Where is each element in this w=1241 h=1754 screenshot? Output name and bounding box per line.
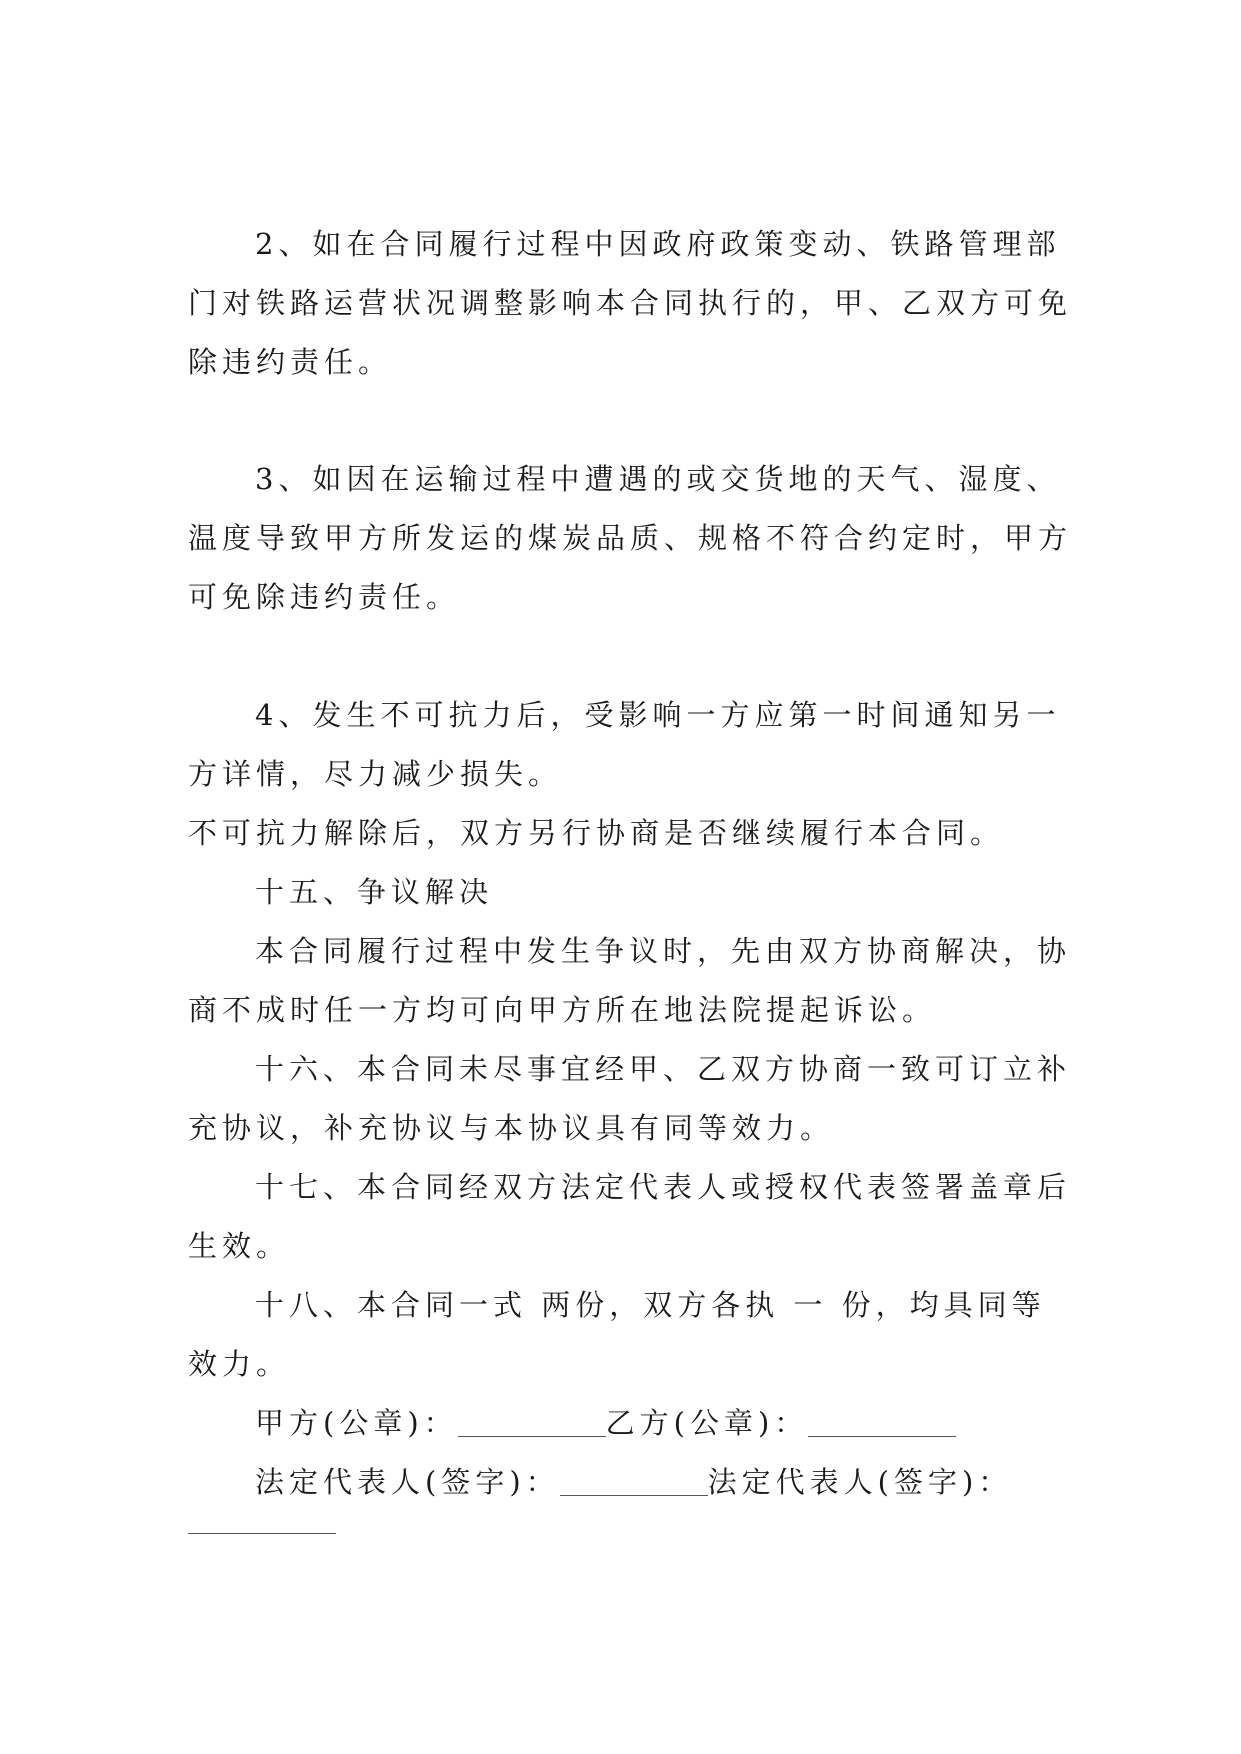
section-16-line-1: 十六、本合同未尽事宜经甲、乙双方协商一致可订立补: [255, 1052, 1072, 1086]
clause-3-line-2: 温度导致甲方所发运的煤炭品质、规格不符合约定时，甲方: [188, 521, 1073, 555]
section-18-line-2: 效力。: [188, 1347, 291, 1381]
section-15-line-2: 商不成时任一方均可向甲方所在地法院提起诉讼。: [188, 993, 937, 1027]
section-16-line-2: 充协议，补充协议与本协议具有同等效力。: [188, 1111, 835, 1145]
clause-4-line-1: 4、发生不可抗力后，受影响一方应第一时间通知另一: [255, 698, 1061, 732]
clause-4-line-3: 不可抗力解除后，双方另行协商是否继续履行本合同。: [188, 816, 1005, 850]
clause-2-line-1: 2、如在合同履行过程中因政府政策变动、铁路管理部: [255, 227, 1061, 261]
section-15-heading: 十五、争议解决: [255, 875, 494, 909]
party-b-seal-blank: [808, 1397, 956, 1437]
representative-line: [255, 1462, 1012, 1502]
section-17-line-1: 十七、本合同经双方法定代表人或授权代表签署盖章后: [255, 1170, 1072, 1204]
section-15-line-1: 本合同履行过程中发生争议时，先由双方协商解决，协: [255, 934, 1072, 968]
party-b-seal-label: 乙方(公章)：: [605, 1406, 809, 1440]
clause-2-line-3: 除违约责任。: [188, 345, 393, 379]
clause-3-line-3: 可免除违约责任。: [188, 580, 461, 614]
rep-a-sign-blank: [560, 1456, 708, 1496]
seal-line: [255, 1403, 956, 1443]
clause-4-line-2: 方详情，尽力减少损失。: [188, 757, 563, 791]
section-17-line-2: 生效。: [188, 1229, 291, 1263]
rep-b-sign-blank: [188, 1533, 336, 1534]
clause-3-line-1: 3、如因在运输过程中遭遇的或交货地的天气、湿度、: [255, 462, 1061, 496]
rep-a-sign-label: 法定代表人(签字)：: [255, 1465, 560, 1499]
rep-b-sign-label: 法定代表人(签字)：: [707, 1465, 1013, 1499]
party-a-seal-label: 甲方(公章)：: [255, 1406, 458, 1440]
clause-2-line-2: 门对铁路运营状况调整影响本合同执行的，甲、乙双方可免: [188, 286, 1073, 320]
party-a-seal-blank: [458, 1397, 606, 1437]
section-18-line-1: 十八、本合同一式 两份，双方各执 一 份，均具同等: [255, 1288, 1046, 1322]
